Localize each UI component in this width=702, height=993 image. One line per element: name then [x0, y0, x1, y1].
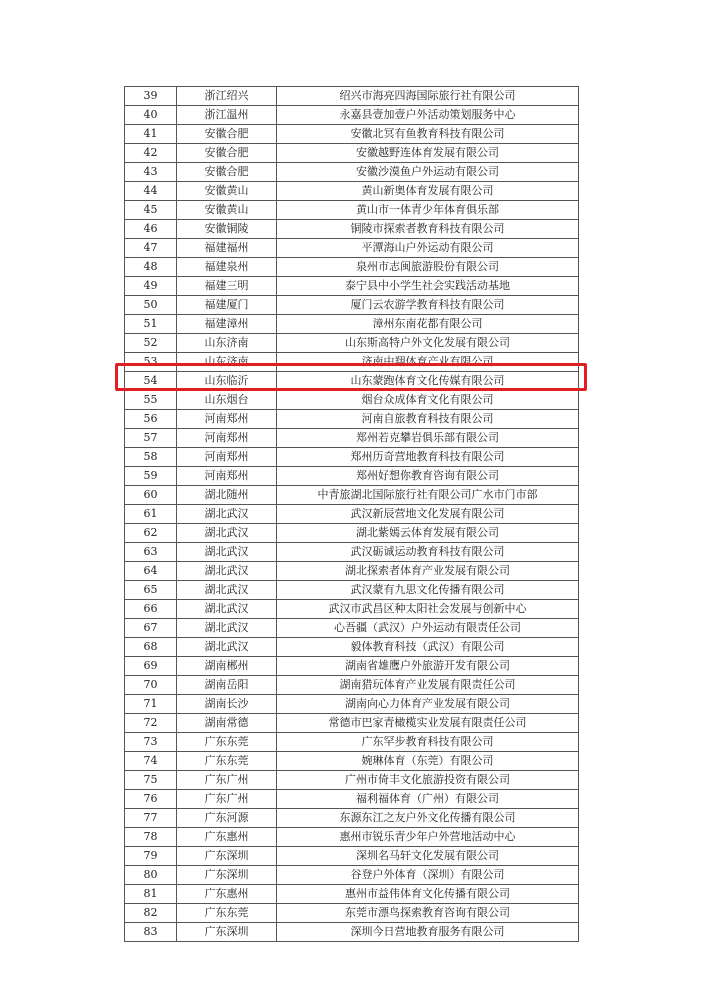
table-row: [125, 353, 579, 372]
row-region: 福建福州: [177, 239, 277, 258]
row-organization: 绍兴市海亮四海国际旅行社有限公司: [277, 87, 579, 106]
row-number: 49: [125, 277, 177, 296]
row-organization: 济南中翔体育产业有限公司: [277, 353, 579, 372]
row-region: 湖北武汉: [177, 581, 277, 600]
row-number: 58: [125, 448, 177, 467]
row-number: 53: [125, 353, 177, 372]
table-row: [125, 163, 579, 182]
table-row: [125, 410, 579, 429]
row-region: 广东深圳: [177, 923, 277, 942]
row-number: 45: [125, 201, 177, 220]
organization-table-body: [125, 87, 579, 942]
row-region: 湖北武汉: [177, 619, 277, 638]
row-region: 河南郑州: [177, 410, 277, 429]
row-number: 72: [125, 714, 177, 733]
row-region: 安徽黄山: [177, 182, 277, 201]
table-row: [125, 562, 579, 581]
row-number: 61: [125, 505, 177, 524]
row-number: 65: [125, 581, 177, 600]
row-region: 广东河源: [177, 809, 277, 828]
row-organization: 湖北探索者体育产业发展有限公司: [277, 562, 579, 581]
table-row: [125, 448, 579, 467]
row-organization: 毅体教育科技（武汉）有限公司: [277, 638, 579, 657]
row-number: 52: [125, 334, 177, 353]
row-organization: 中青旅湖北国际旅行社有限公司广水市门市部: [277, 486, 579, 505]
row-region: 广东惠州: [177, 828, 277, 847]
table-row: [125, 790, 579, 809]
row-number: 67: [125, 619, 177, 638]
row-number: 80: [125, 866, 177, 885]
table-row: [125, 106, 579, 125]
row-number: 63: [125, 543, 177, 562]
table-row: [125, 543, 579, 562]
row-organization: 武汉蒙有九思文化传播有限公司: [277, 581, 579, 600]
row-organization: 平潭海山户外运动有限公司: [277, 239, 579, 258]
row-number: 56: [125, 410, 177, 429]
table-row: [125, 904, 579, 923]
row-region: 湖北武汉: [177, 524, 277, 543]
table-row: [125, 505, 579, 524]
row-region: 湖南郴州: [177, 657, 277, 676]
table-row: [125, 486, 579, 505]
row-region: 广东惠州: [177, 885, 277, 904]
table-row: [125, 657, 579, 676]
table-row: [125, 277, 579, 296]
row-number: 66: [125, 600, 177, 619]
row-organization: 湖南猎玩体育产业发展有限责任公司: [277, 676, 579, 695]
table-row: [125, 733, 579, 752]
row-region: 河南郑州: [177, 448, 277, 467]
row-number: 54: [125, 372, 177, 391]
table-row: [125, 125, 579, 144]
row-organization: 湖南向心力体育产业发展有限公司: [277, 695, 579, 714]
row-region: 浙江温州: [177, 106, 277, 125]
row-number: 46: [125, 220, 177, 239]
table-row: [125, 600, 579, 619]
row-region: 山东临沂: [177, 372, 277, 391]
row-region: 湖北武汉: [177, 600, 277, 619]
table-row: [125, 239, 579, 258]
row-organization: 郑州若克攀岩俱乐部有限公司: [277, 429, 579, 448]
table-row: [125, 885, 579, 904]
row-organization: 广州市倚丰文化旅游投资有限公司: [277, 771, 579, 790]
row-organization: 郑州历奇营地教育科技有限公司: [277, 448, 579, 467]
table-row: [125, 752, 579, 771]
row-number: 47: [125, 239, 177, 258]
row-number: 51: [125, 315, 177, 334]
row-number: 59: [125, 467, 177, 486]
table-row: [125, 391, 579, 410]
organization-table: [124, 86, 579, 942]
row-number: 44: [125, 182, 177, 201]
row-region: 山东济南: [177, 353, 277, 372]
table-row: [125, 334, 579, 353]
row-organization: 安徽越野连体育发展有限公司: [277, 144, 579, 163]
row-number: 81: [125, 885, 177, 904]
row-organization: 烟台众成体育文化有限公司: [277, 391, 579, 410]
row-number: 78: [125, 828, 177, 847]
row-number: 42: [125, 144, 177, 163]
table-row: [125, 372, 579, 391]
row-organization: 湖南省雄鹰户外旅游开发有限公司: [277, 657, 579, 676]
row-region: 湖南常德: [177, 714, 277, 733]
row-number: 71: [125, 695, 177, 714]
row-organization: 安徽沙漠鱼户外运动有限公司: [277, 163, 579, 182]
row-organization: 厦门云农游学教育科技有限公司: [277, 296, 579, 315]
row-organization: 东莞市漂鸟探索教育咨询有限公司: [277, 904, 579, 923]
row-region: 湖南长沙: [177, 695, 277, 714]
table-row: [125, 581, 579, 600]
row-number: 77: [125, 809, 177, 828]
row-organization: 永嘉县壹加壹户外活动策划服务中心: [277, 106, 579, 125]
row-number: 55: [125, 391, 177, 410]
row-region: 广东东莞: [177, 733, 277, 752]
table-row: [125, 809, 579, 828]
row-region: 广东东莞: [177, 904, 277, 923]
row-organization: 武汉砺诚运动教育科技有限公司: [277, 543, 579, 562]
table-row: [125, 429, 579, 448]
row-number: 62: [125, 524, 177, 543]
row-region: 山东济南: [177, 334, 277, 353]
row-region: 湖北武汉: [177, 505, 277, 524]
row-number: 50: [125, 296, 177, 315]
row-organization: 泰宁县中小学生社会实践活动基地: [277, 277, 579, 296]
row-region: 福建三明: [177, 277, 277, 296]
row-organization: 深圳今日营地教育服务有限公司: [277, 923, 579, 942]
row-organization: 安徽北冥有鱼教育科技有限公司: [277, 125, 579, 144]
row-region: 广东广州: [177, 790, 277, 809]
row-organization: 泉州市志闽旅游股份有限公司: [277, 258, 579, 277]
row-number: 39: [125, 87, 177, 106]
row-region: 广东广州: [177, 771, 277, 790]
row-number: 73: [125, 733, 177, 752]
table-row: [125, 315, 579, 334]
row-organization: 心吾疆（武汉）户外运动有限责任公司: [277, 619, 579, 638]
row-number: 74: [125, 752, 177, 771]
row-region: 湖北随州: [177, 486, 277, 505]
row-region: 福建厦门: [177, 296, 277, 315]
row-region: 湖北武汉: [177, 562, 277, 581]
row-number: 82: [125, 904, 177, 923]
table-row: [125, 87, 579, 106]
row-organization: 湖北紫嫣云体育发展有限公司: [277, 524, 579, 543]
table-row: [125, 847, 579, 866]
table-row: [125, 714, 579, 733]
row-organization: 武汉新辰营地文化发展有限公司: [277, 505, 579, 524]
row-organization: 东源东江之友户外文化传播有限公司: [277, 809, 579, 828]
row-region: 安徽铜陵: [177, 220, 277, 239]
row-number: 79: [125, 847, 177, 866]
row-organization: 黄山市一体青少年体育俱乐部: [277, 201, 579, 220]
row-number: 64: [125, 562, 177, 581]
row-organization: 山东斯高特户外文化发展有限公司: [277, 334, 579, 353]
row-organization: 河南自旅教育科技有限公司: [277, 410, 579, 429]
table-row: [125, 923, 579, 942]
row-organization: 常德市巴家青橄榄实业发展有限责任公司: [277, 714, 579, 733]
row-number: 43: [125, 163, 177, 182]
row-organization: 黄山新奥体育发展有限公司: [277, 182, 579, 201]
row-region: 湖北武汉: [177, 638, 277, 657]
table-row: [125, 524, 579, 543]
row-region: 山东烟台: [177, 391, 277, 410]
row-number: 68: [125, 638, 177, 657]
row-organization: 惠州市益伟体育文化传播有限公司: [277, 885, 579, 904]
row-region: 福建泉州: [177, 258, 277, 277]
row-region: 广东深圳: [177, 866, 277, 885]
table-row: [125, 638, 579, 657]
row-organization: 深圳名马轩文化发展有限公司: [277, 847, 579, 866]
row-number: 70: [125, 676, 177, 695]
row-region: 安徽黄山: [177, 201, 277, 220]
table-row: [125, 201, 579, 220]
table-row: [125, 144, 579, 163]
table-row: [125, 695, 579, 714]
row-region: 安徽合肥: [177, 144, 277, 163]
row-region: 河南郑州: [177, 467, 277, 486]
table-row: [125, 828, 579, 847]
table-row: [125, 220, 579, 239]
table-row: [125, 182, 579, 201]
table-row: [125, 258, 579, 277]
row-organization: 惠州市锐乐青少年户外营地活动中心: [277, 828, 579, 847]
row-organization: 山东蒙跑体育文化传媒有限公司: [277, 372, 579, 391]
row-number: 48: [125, 258, 177, 277]
row-region: 广东东莞: [177, 752, 277, 771]
row-organization: 福利福体育（广州）有限公司: [277, 790, 579, 809]
row-region: 河南郑州: [177, 429, 277, 448]
row-number: 83: [125, 923, 177, 942]
table-row: [125, 296, 579, 315]
table-row: [125, 619, 579, 638]
row-region: 安徽合肥: [177, 125, 277, 144]
row-organization: 广东罕步教育科技有限公司: [277, 733, 579, 752]
row-organization: 漳州东南花都有限公司: [277, 315, 579, 334]
table-row: [125, 676, 579, 695]
row-region: 湖北武汉: [177, 543, 277, 562]
row-number: 40: [125, 106, 177, 125]
row-number: 60: [125, 486, 177, 505]
row-number: 57: [125, 429, 177, 448]
row-number: 69: [125, 657, 177, 676]
row-region: 福建漳州: [177, 315, 277, 334]
row-region: 湖南岳阳: [177, 676, 277, 695]
row-region: 广东深圳: [177, 847, 277, 866]
row-organization: 郑州好想你教育咨询有限公司: [277, 467, 579, 486]
row-region: 浙江绍兴: [177, 87, 277, 106]
row-organization: 谷登户外体育（深圳）有限公司: [277, 866, 579, 885]
row-region: 安徽合肥: [177, 163, 277, 182]
table-row: [125, 467, 579, 486]
row-organization: 铜陵市探索者教育科技有限公司: [277, 220, 579, 239]
table-row: [125, 866, 579, 885]
row-organization: 武汉市武昌区种太阳社会发展与创新中心: [277, 600, 579, 619]
row-organization: 婉琳体育（东莞）有限公司: [277, 752, 579, 771]
row-number: 41: [125, 125, 177, 144]
row-number: 75: [125, 771, 177, 790]
row-number: 76: [125, 790, 177, 809]
table-row: [125, 771, 579, 790]
